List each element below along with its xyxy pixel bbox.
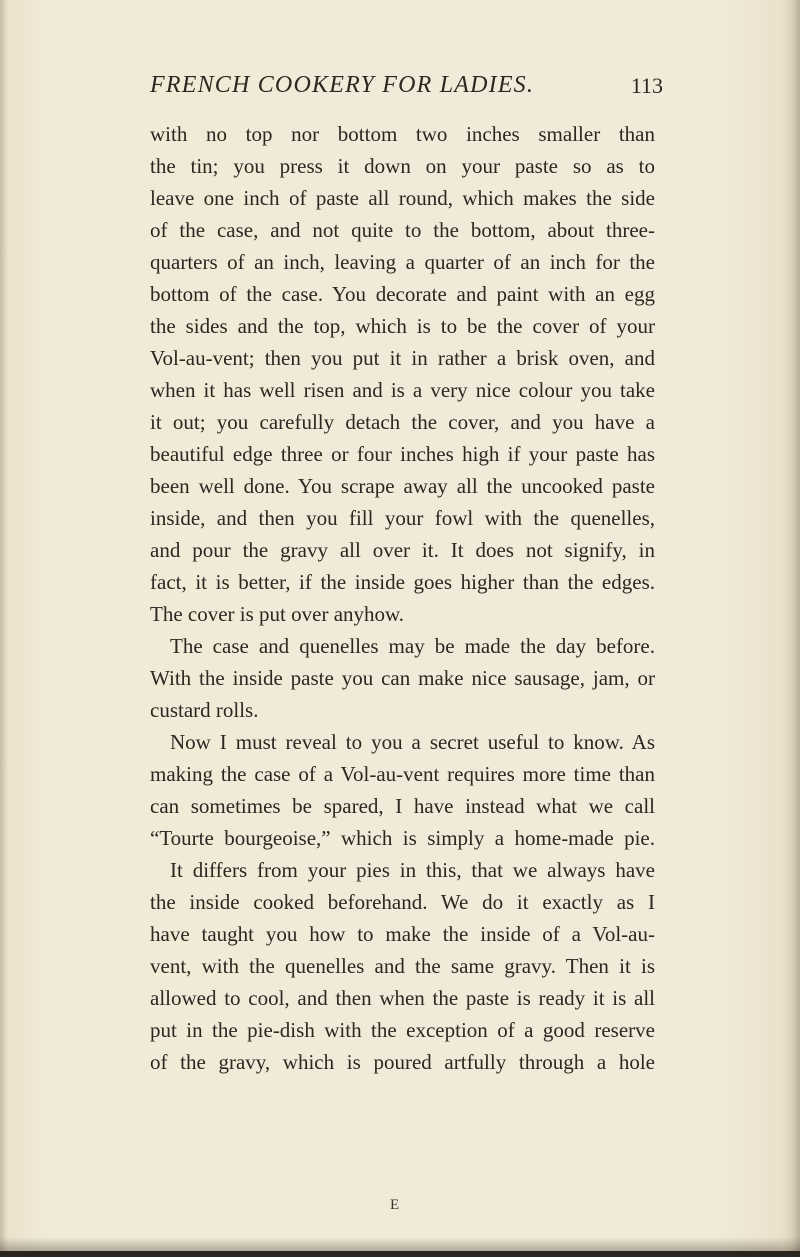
text-line: fact, it is better, if the inside goes higher than the edges. (150, 570, 655, 594)
page-left-shadow (0, 0, 8, 1257)
text-line: the sides and the top, which is to be the cover of your (150, 314, 655, 338)
text-line: quarters of an inch, leaving a quarter of an inch for the (150, 250, 655, 274)
text-line: the tin; you press it down on your paste so as to (150, 154, 655, 178)
text-line: The case and quenelles may be made the day before. (170, 634, 655, 658)
text-line: bottom of the case. You decorate and paint with an egg (150, 282, 655, 306)
text-line: vent, with the quenelles and the same gravy. Then it is (150, 954, 655, 978)
text-line: and pour the gravy all over it. It does not signify, in (150, 538, 655, 562)
text-line: making the case of a Vol-au-vent requires more time than (150, 762, 655, 786)
text-line: when it has well risen and is a very nice colour you take (150, 378, 655, 402)
text-line: With the inside paste you can make nice sausage, jam, or (150, 666, 655, 690)
text-line: it out; you carefully detach the cover, and you have a (150, 410, 655, 434)
text-line: can sometimes be spared, I have instead what we call (150, 794, 655, 818)
text-line: put in the pie-dish with the exception of a good reserve (150, 1018, 655, 1042)
text-line: The cover is put over anyhow. (150, 602, 405, 626)
text-line: the inside cooked beforehand. We do it exactly as I (150, 890, 655, 914)
text-line: It differs from your pies in this, that we always have (170, 858, 655, 882)
text-line: Vol-au-vent; then you put it in rather a brisk oven, and (150, 346, 655, 370)
text-line: been well done. You scrape away all the uncooked paste (150, 474, 655, 498)
page-bottom-edge (0, 1251, 800, 1257)
text-line: custard rolls. (150, 698, 259, 722)
text-line: of the case, and not quite to the bottom, about three- (150, 218, 655, 242)
page-right-shadow (782, 0, 800, 1257)
text-line: Now I must reveal to you a secret useful to know. As (170, 730, 655, 754)
running-title: FRENCH COOKERY FOR LADIES. (150, 72, 535, 98)
text-line: have taught you how to make the inside of a Vol-au- (150, 922, 655, 946)
text-line: “Tourte bourgeoise,” which is simply a home-made pie. (150, 826, 655, 850)
text-line: with no top nor bottom two inches smaller than (150, 122, 655, 146)
text-line: allowed to cool, and then when the paste is ready it is all (150, 986, 655, 1010)
signature-mark: E (390, 1197, 400, 1213)
text-line: leave one inch of paste all round, which makes the side (150, 186, 655, 210)
text-line: inside, and then you fill your fowl with the quenelles, (150, 506, 655, 530)
text-line: beautiful edge three or four inches high if your paste has (150, 442, 655, 466)
page-number: 113 (630, 73, 663, 98)
page-header (150, 72, 663, 102)
text-line: of the gravy, which is poured artfully through a hole (150, 1050, 655, 1074)
page-bottom-shadow (0, 1237, 800, 1251)
